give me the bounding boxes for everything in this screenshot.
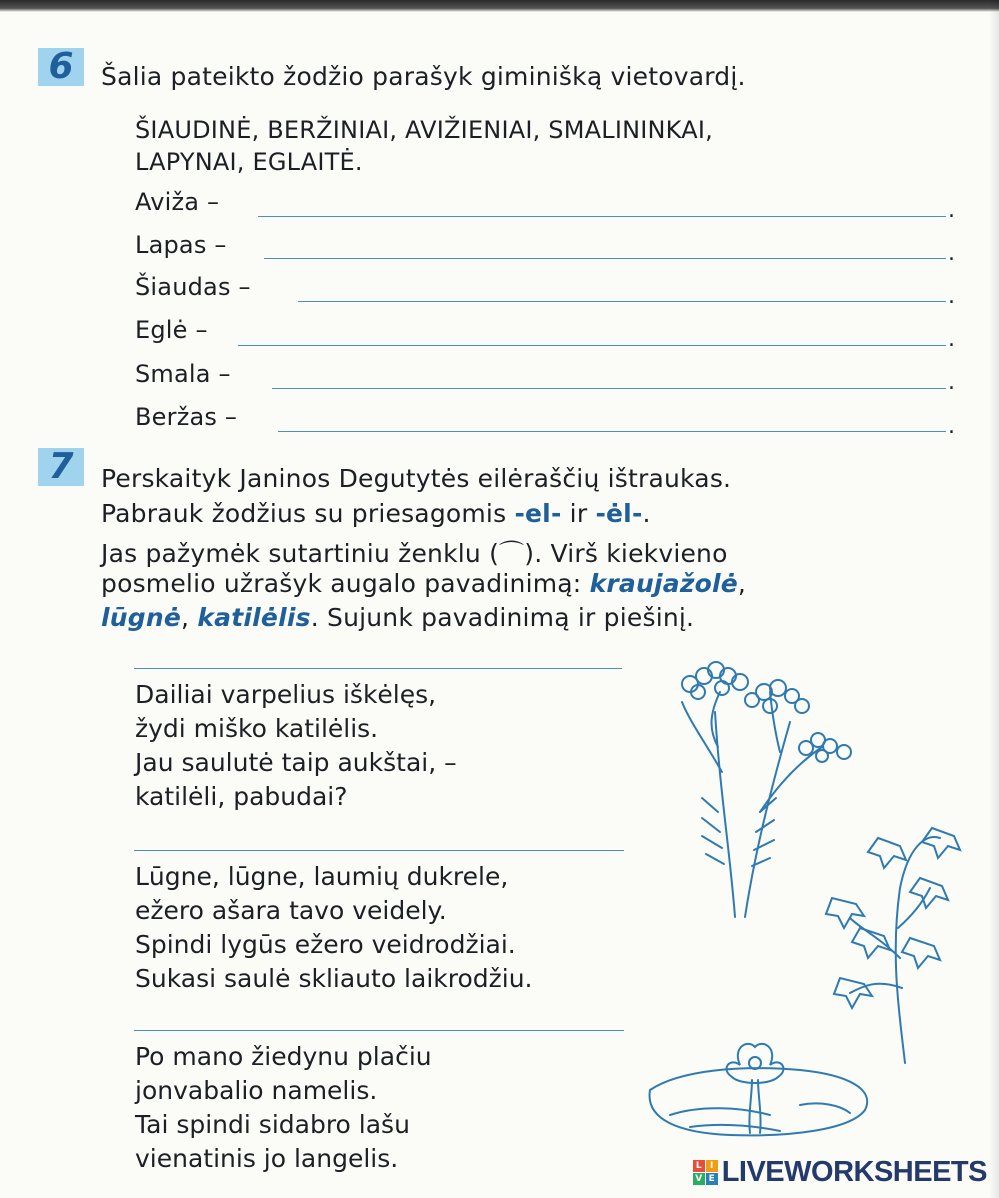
answer-line-smala[interactable] — [272, 388, 946, 389]
plant-name-lugne: lūgnė — [101, 603, 182, 632]
poem-line: jonvabalio namelis. — [135, 1076, 378, 1105]
watermark-text: LIVEWORKSHEETS — [721, 1155, 987, 1188]
item-label-berzas: Beržas – — [135, 403, 238, 431]
poem-1-title-line[interactable] — [134, 668, 622, 669]
end-period: . — [948, 198, 955, 223]
exercise-6-instruction: Šalia pateikto žodžio parašyk giminišką vietovardį. — [101, 62, 746, 91]
end-period: . — [948, 370, 955, 395]
poem-line: Tai spindi sidabro lašu — [135, 1110, 410, 1139]
item-label-siaudas: Šiaudas – — [135, 273, 251, 301]
poem-2 — [135, 860, 533, 996]
item-label-lapas: Lapas – — [135, 231, 227, 259]
instruction-text: posmelio užrašyk augalo pavadinimą: — [101, 569, 590, 598]
instruction-text: . — [642, 499, 651, 528]
instruction-text: ir — [561, 499, 596, 528]
instruction-text: , — [181, 603, 198, 632]
poem-line: vienatinis jo langelis. — [135, 1144, 399, 1173]
exercise-7-line2 — [101, 499, 651, 528]
end-period: . — [948, 284, 955, 309]
exercise-7-line1: Perskaityk Janinos Degutytės eilėraščių ištraukas. — [101, 464, 732, 493]
item-label-smala: Smala – — [135, 360, 231, 388]
exercise-7-line5 — [101, 603, 694, 632]
plant-name-katilelis: katilėlis — [197, 603, 311, 632]
suffix-el-long: -ėl- — [595, 499, 643, 528]
end-period: . — [948, 414, 955, 439]
item-label-egle: Eglė – — [135, 316, 208, 344]
answer-line-berzas[interactable] — [278, 431, 946, 432]
poem-3-title-line[interactable] — [134, 1030, 624, 1031]
end-period: . — [948, 241, 955, 266]
exercise-7-line4 — [101, 569, 746, 598]
exercise-7-badge: 7 — [38, 448, 84, 486]
exercise-7-line3: Jas pažymėk sutartiniu ženklu (⌒). Virš kiekvieno — [101, 539, 728, 568]
exercise-6-options-line2: LAPYNAI, EGLAITĖ. — [135, 148, 363, 176]
instruction-text: , — [737, 569, 747, 598]
suffix-el: -el- — [514, 499, 562, 528]
plant-name-kraujazole: kraujažolė — [589, 569, 738, 598]
poem-line: katilėli, pabudai? — [135, 782, 348, 811]
end-period: . — [948, 327, 955, 352]
poem-line: Dailiai varpelius iškėlęs, — [135, 680, 437, 709]
poem-line: Jau saulutė taip aukštai, – — [135, 748, 457, 777]
poem-line: Po mano žiedynu plačiu — [135, 1042, 432, 1071]
answer-line-egle[interactable] — [238, 345, 946, 346]
answer-line-siaudas[interactable] — [298, 301, 946, 302]
instruction-text: Pabrauk žodžius su priesagomis — [101, 499, 515, 528]
logo-letter: I — [706, 1160, 718, 1172]
water-lily-illustration[interactable] — [640, 1035, 880, 1145]
exercise-6-badge: 6 — [38, 48, 84, 86]
logo-letter: V — [693, 1173, 705, 1185]
instruction-text: . Sujunk pavadinimą ir piešinį. — [310, 603, 695, 632]
poem-line: žydi miško katilėlis. — [135, 714, 379, 743]
poem-1 — [135, 678, 457, 814]
answer-line-aviza[interactable] — [258, 216, 946, 217]
item-label-aviza: Aviža – — [135, 188, 220, 216]
poem-line: Spindi lygūs ežero veidrodžiai. — [135, 930, 516, 959]
page-right-shadow — [989, 0, 999, 1198]
logo-letter: E — [706, 1173, 718, 1185]
liveworksheets-logo-icon — [693, 1160, 718, 1185]
poem-2-title-line[interactable] — [134, 850, 624, 851]
poem-line: Sukasi saulė skliauto laikrodžiu. — [135, 964, 533, 993]
logo-letter: L — [693, 1160, 705, 1172]
exercise-6-options-line1: ŠIAUDINĖ, BERŽINIAI, AVIŽIENIAI, SMALININKAI, — [135, 116, 713, 144]
poem-3 — [135, 1040, 432, 1176]
poem-line: Lūgne, lūgne, laumių dukrele, — [135, 862, 509, 891]
poem-line: ežero ašara tavo veidely. — [135, 896, 447, 925]
liveworksheets-watermark — [693, 1156, 987, 1188]
bellflower-illustration[interactable] — [820, 818, 970, 1068]
page-top-edge — [0, 0, 999, 12]
answer-line-lapas[interactable] — [264, 258, 946, 259]
